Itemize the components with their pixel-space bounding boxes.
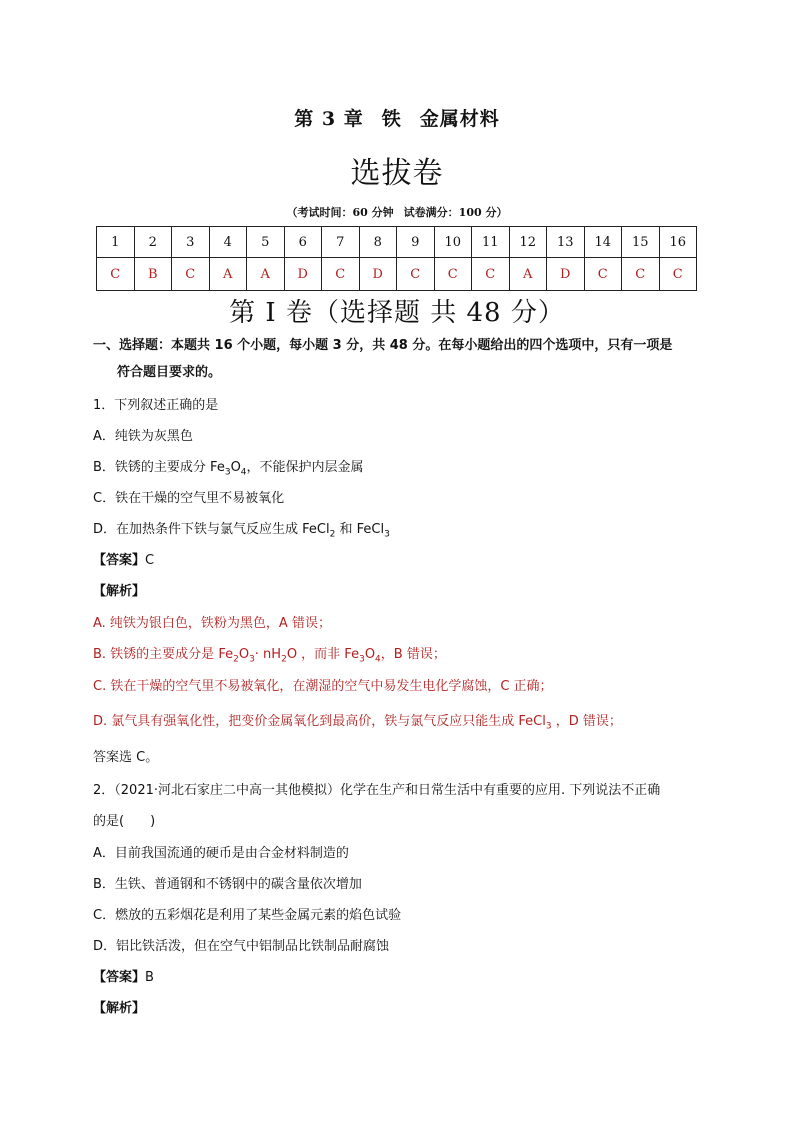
q1-answer-value: C	[145, 553, 155, 568]
section-title: 第 I 卷（选择题 共 48 分）	[229, 298, 565, 328]
answer-table-number-row	[97, 227, 697, 258]
answer-cell: C	[397, 258, 435, 291]
question-number-cell: 4	[209, 227, 247, 258]
answer-cell: C	[622, 258, 660, 291]
answer-cell: D	[359, 258, 397, 291]
q1-explanation-b: B. 铁锈的主要成分是 $Fe_2O_3\cdot nH_2O$ ，而非 $Fe_3O_4$，B 错误；	[93, 647, 446, 665]
q1-stem: 1．下列叙述正确的是	[93, 398, 219, 413]
question-number-cell: 6	[284, 227, 322, 258]
answer-cell: A	[209, 258, 247, 291]
answer-cell: C	[172, 258, 210, 291]
exam-type-title: 选拔卷	[350, 156, 444, 191]
answer-cell: C	[97, 258, 135, 291]
question-number-cell: 14	[584, 227, 622, 258]
q1-explanation-d: D. 氯气具有强氧化性，把变价金属氧化到最高价，铁与氯气反应只能生成 FeCl$_3$ ，D 错误；	[93, 714, 622, 732]
question-number-cell: 10	[434, 227, 472, 258]
q1-answer	[93, 549, 154, 568]
q2-answer	[93, 966, 154, 985]
exam-info	[0, 204, 794, 220]
q2-option-c: C．燃放的五彩烟花是利用了某些金属元素的焰色试验	[93, 908, 402, 923]
q1-option-a: A．纯铁为灰黑色	[93, 429, 193, 444]
answer-cell: C	[434, 258, 472, 291]
chapter-title	[0, 104, 794, 131]
q1-conclusion: 答案选 C。	[93, 750, 159, 765]
chapter-number: 第 3 章	[294, 108, 364, 130]
answer-cell: A	[509, 258, 547, 291]
question-number-cell: 12	[509, 227, 547, 258]
instructions-line1-prefix: 一、选择题：本题共 16 个小题，每小题 3 分，共 48 分。	[93, 338, 439, 353]
chapter-topic-iron: 铁	[381, 108, 402, 130]
question-number-cell: 7	[322, 227, 360, 258]
answer-cell: D	[284, 258, 322, 291]
q2-analysis-label: 【解析】	[93, 1001, 146, 1016]
answer-cell: C	[322, 258, 360, 291]
q2-option-a: A．目前我国流通的硬币是由合金材料制造的	[93, 846, 349, 861]
q1-option-c: C．铁在干燥的空气里不易被氧化	[93, 491, 285, 506]
answer-cell: B	[134, 258, 172, 291]
section-instructions	[93, 337, 705, 381]
q1-explanation-a: A. 纯铁为银白色，铁粉为黑色，A 错误；	[93, 616, 331, 631]
q2-option-d: D．铝比铁活泼，但在空气中铝制品比铁制品耐腐蚀	[93, 939, 390, 954]
instructions-line2: 符合题目要求的。	[117, 365, 222, 380]
question-number-cell: 15	[622, 227, 660, 258]
q2-answer-value: B	[145, 970, 154, 985]
answer-cell: C	[584, 258, 622, 291]
q1-explanation-c: C. 铁在干燥的空气里不易被氧化，在潮湿的空气中易发生电化学腐蚀，C 正确；	[93, 679, 553, 694]
answer-table-answer-row	[97, 258, 697, 291]
question-number-cell: 16	[659, 227, 697, 258]
question-number-cell: 1	[97, 227, 135, 258]
answer-label: 【答案】	[93, 553, 146, 568]
answer-cell: D	[547, 258, 585, 291]
question-number-cell: 11	[472, 227, 510, 258]
q1-option-d: D．在加热条件下铁与氯气反应生成 FeCl$_2$ 和 FeCl$_3$	[93, 522, 390, 540]
instructions-line1-bold: 在每小题给出的四个选项中，只有一项是	[438, 338, 673, 353]
question-number-cell: 3	[172, 227, 210, 258]
answer-label: 【答案】	[93, 970, 146, 985]
answer-cell: C	[659, 258, 697, 291]
q1-analysis-label: 【解析】	[93, 584, 146, 599]
question-number-cell: 5	[247, 227, 285, 258]
q2-stem-line1: 2．（2021·河北石家庄二中高一其他模拟）化学在生产和日常生活中有重要的应用. 下列说法不正确	[93, 783, 661, 798]
answer-cell: C	[472, 258, 510, 291]
q2-option-b: B．生铁、普通钢和不锈钢中的碳含量依次增加	[93, 877, 362, 892]
answer-cell: A	[247, 258, 285, 291]
q2-stem-line2: 的是( )	[93, 814, 156, 829]
exam-time: （考试时间：60 分钟	[286, 206, 394, 219]
question-number-cell: 8	[359, 227, 397, 258]
q1-option-b: B．铁锈的主要成分 $Fe_3O_4$，不能保护内层金属	[93, 460, 364, 478]
question-number-cell: 13	[547, 227, 585, 258]
chapter-topic-metal: 金属材料	[419, 108, 500, 130]
answer-table	[96, 226, 697, 291]
exam-score: 试卷满分：100 分）	[403, 206, 508, 219]
question-number-cell: 2	[134, 227, 172, 258]
question-number-cell: 9	[397, 227, 435, 258]
